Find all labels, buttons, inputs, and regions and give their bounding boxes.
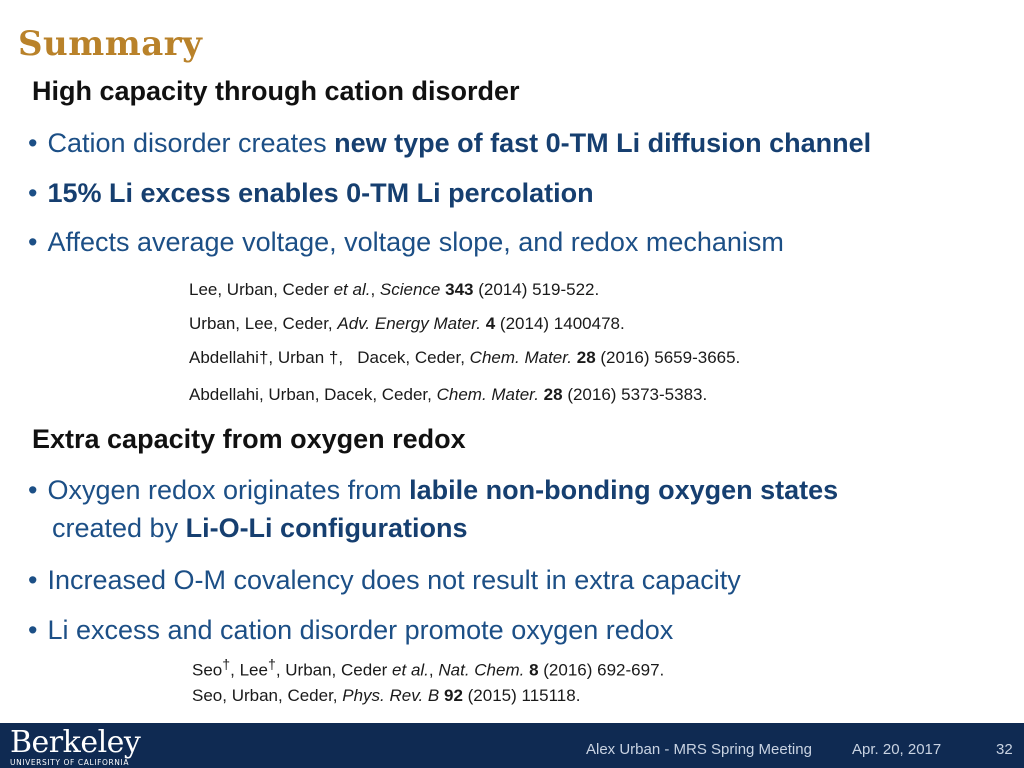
footer-date: Apr. 20, 2017 bbox=[852, 741, 942, 758]
bullet-dot: • bbox=[28, 227, 38, 257]
bullet-text: created by bbox=[52, 513, 186, 543]
bullet-highlight: new type of fast 0-TM Li diffusion channel bbox=[334, 128, 872, 158]
bullet-highlight: labile non-bonding oxygen states bbox=[409, 475, 839, 505]
bullet-dot: • bbox=[28, 128, 38, 158]
bullet-dot: • bbox=[28, 615, 38, 645]
bullet-text: Li excess and cation disorder promote oxygen redox bbox=[47, 615, 674, 645]
logo-word: Berkeley bbox=[10, 725, 141, 760]
bullet-li-excess bbox=[28, 611, 673, 649]
bullet-dot: • bbox=[28, 565, 38, 595]
logo-subtitle: UNIVERSITY OF CALIFORNIA bbox=[10, 758, 130, 767]
bullet-dot: • bbox=[28, 475, 38, 505]
reference-2: Urban, Lee, Ceder, Adv. Energy Mater. 4 (2014) 1400478. bbox=[189, 314, 625, 333]
reference-6: Seo, Urban, Ceder, Phys. Rev. B 92 (2015) 115118. bbox=[192, 686, 581, 705]
bullet-highlight: Li-O-Li configurations bbox=[185, 513, 468, 543]
section-heading-cation-disorder: High capacity through cation disorder bbox=[32, 76, 520, 106]
bullet-voltage bbox=[28, 223, 784, 261]
bullet-diffusion-channel bbox=[28, 124, 871, 162]
footer-bar bbox=[0, 723, 1024, 768]
slide-title: Summary bbox=[18, 24, 203, 64]
bullet-li-percolation bbox=[28, 174, 594, 212]
page-number: 32 bbox=[996, 741, 1013, 758]
reference-4: Abdellahi, Urban, Dacek, Ceder, Chem. Mater. 28 (2016) 5373-5383. bbox=[189, 385, 708, 404]
bullet-highlight: 15% Li excess enables 0-TM Li percolation bbox=[47, 178, 594, 208]
bullet-text: Cation disorder creates bbox=[47, 128, 335, 158]
bullet-oxygen-states bbox=[28, 471, 1012, 547]
reference-5: Seo†, Lee†, Urban, Ceder et al., Nat. Chem. 8 (2016) 692-697. bbox=[192, 657, 665, 680]
bullet-text: Oxygen redox originates from bbox=[47, 475, 410, 505]
bullet-covalency bbox=[28, 561, 741, 599]
footer-presenter: Alex Urban - MRS Spring Meeting bbox=[586, 741, 812, 758]
bullet-dot: • bbox=[28, 178, 38, 208]
berkeley-logo bbox=[10, 727, 140, 767]
bullet-text: Affects average voltage, voltage slope, and redox mechanism bbox=[47, 227, 784, 257]
reference-3: Abdellahi†, Urban †, Dacek, Ceder, Chem. Mater. 28 (2016) 5659-3665. bbox=[189, 348, 741, 367]
bullet-text: Increased O-M covalency does not result in extra capacity bbox=[47, 565, 741, 595]
section-heading-oxygen-redox: Extra capacity from oxygen redox bbox=[32, 424, 466, 454]
reference-1: Lee, Urban, Ceder et al., Science 343 (2014) 519-522. bbox=[189, 280, 600, 299]
